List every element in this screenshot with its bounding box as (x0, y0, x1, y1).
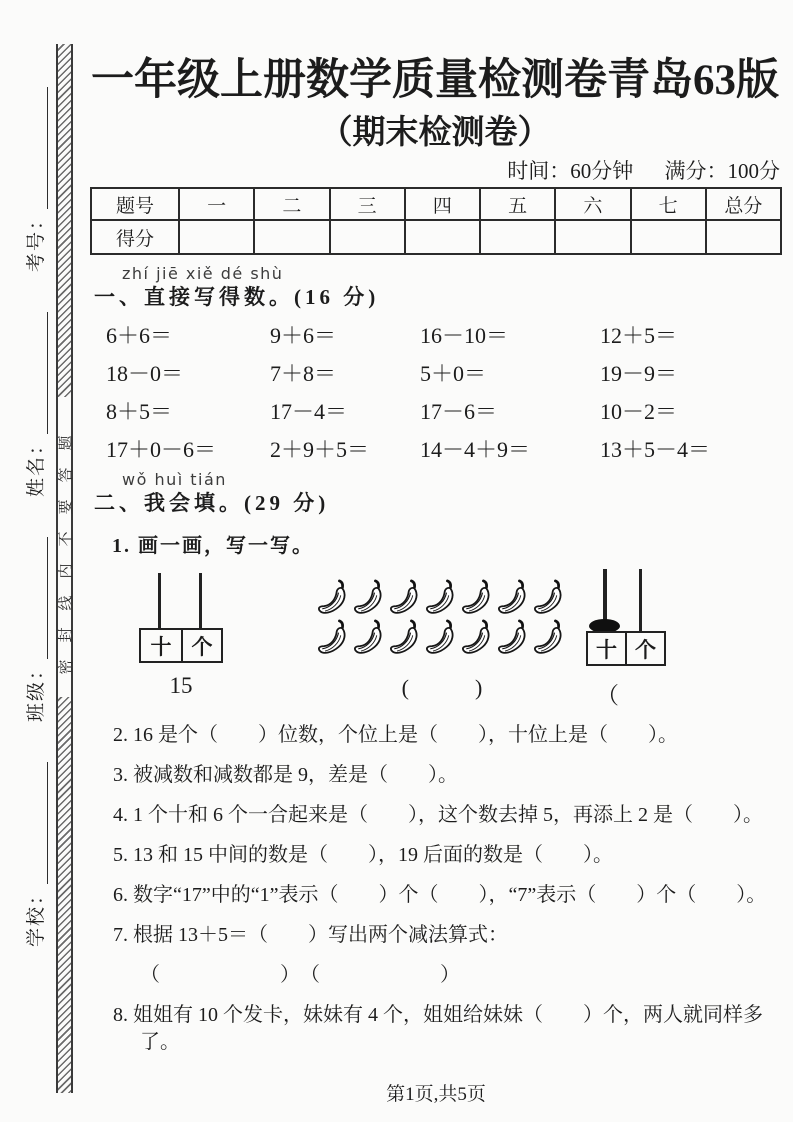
full-score: 满分：100分 (664, 159, 780, 183)
calc-problem: 18－0＝ (106, 361, 184, 386)
place-value-chart-left (139, 573, 223, 703)
tens-box: 十 (586, 631, 627, 666)
score-col-header: 五 (480, 188, 555, 220)
fill-in-questions (113, 722, 781, 1069)
chili-pepper-icon (460, 577, 496, 619)
calc-problems-grid (106, 324, 778, 461)
abacus-rod (199, 573, 202, 628)
score-col-header: 六 (555, 188, 630, 220)
calc-problem: 2＋9＋5＝ (270, 437, 370, 462)
chili-pepper-icon (352, 577, 388, 619)
time-limit: 时间：60分钟 (507, 159, 634, 183)
abacus-rod (158, 573, 161, 628)
score-col-header: 二 (254, 188, 329, 220)
calc-problem: 14－4＋9＝ (420, 437, 531, 462)
calc-problem: 7＋8＝ (270, 361, 337, 386)
exam-title: 一年级上册数学质量检测卷青岛63版 (91, 57, 779, 104)
question-8: 8. 姐姐有 10 个发卡，妹妹有 4 个，姐姐给妹妹（ ）个，两人就同样多了。 (113, 1004, 763, 1053)
school-label: 学校： (25, 883, 47, 947)
chili-pepper-icon (316, 617, 352, 659)
name-blank-line (25, 312, 48, 434)
score-cell-empty (706, 220, 781, 254)
field-school (21, 762, 48, 947)
score-cell-empty (555, 220, 630, 254)
score-col-header: 一 (179, 188, 254, 220)
calc-problem: 12＋5＝ (600, 323, 678, 348)
score-col-header: 三 (330, 188, 405, 220)
calc-problem: 17－4＝ (270, 399, 348, 424)
calc-problem: 6＋6＝ (106, 323, 173, 348)
name-label: 姓名： (25, 434, 47, 498)
exam-info-line (481, 155, 780, 185)
chili-pepper-icon (424, 577, 460, 619)
exam-number-label: 考号： (25, 209, 47, 273)
calc-problem: 13＋5－4＝ (600, 437, 711, 462)
seal-text: 密封线内不要答题 (58, 418, 75, 675)
score-cell-empty (254, 220, 329, 254)
question-2: 2. 16 是个（ ）位数，个位上是（ ），十位上是（ ）。 (113, 724, 678, 746)
calc-problem: 19－9＝ (600, 361, 678, 386)
score-table-score-row (91, 220, 781, 254)
ones-box: 个 (625, 631, 666, 666)
place-value-boxes (139, 628, 223, 663)
calc-problem: 5＋0＝ (420, 361, 487, 386)
calc-problem: 17＋0－6＝ (106, 437, 217, 462)
abacus-rod (639, 569, 642, 631)
score-cell-empty (179, 220, 254, 254)
pepper-row (316, 617, 568, 659)
class-label: 班级： (25, 659, 47, 723)
chili-pepper-icon (460, 617, 496, 659)
score-cell-empty (330, 220, 405, 254)
score-col-header: 四 (405, 188, 480, 220)
class-blank-line (25, 537, 48, 659)
section2-pinyin: wǒ huì tián (122, 470, 227, 489)
right-abacus-blank: （ (596, 683, 619, 708)
chili-pepper-icon (352, 617, 388, 659)
tens-box: 十 (139, 628, 183, 663)
section2-heading: 二、我会填。(29 分) (94, 491, 330, 515)
score-table-header-row (91, 188, 781, 220)
score-cell-empty (405, 220, 480, 254)
pepper-row (316, 577, 568, 619)
ones-box: 个 (181, 628, 223, 663)
pepper-group (316, 577, 568, 700)
calc-problem: 16－10＝ (420, 323, 509, 348)
chili-pepper-icon (424, 617, 460, 659)
score-row-label: 得分 (91, 220, 179, 254)
score-col-header: 总分 (706, 188, 781, 220)
chili-pepper-icon (388, 577, 424, 619)
pepper-count-blank: ( ) (401, 675, 483, 700)
section1-heading: 一、直接写得数。(16 分) (94, 285, 380, 309)
question-4: 4. 1 个十和 6 个一合起来是（ ），这个数去掉 5，再添上 2 是（ ）。 (113, 804, 763, 826)
chili-pepper-icon (316, 577, 352, 619)
calc-problem: 17－6＝ (420, 399, 498, 424)
section1-pinyin: zhí jiē xiě dé shù (122, 264, 284, 283)
calc-problem: 10－2＝ (600, 399, 678, 424)
question-6: 6. 数字“17”中的“1”表示（ ）个（ ），“7”表示（ ）个（ ）。 (113, 884, 767, 906)
school-blank-line (25, 762, 48, 884)
question-7-blanks: （ ） （ ） (140, 964, 460, 986)
score-table (90, 187, 782, 255)
score-col-header: 七 (631, 188, 706, 220)
chili-pepper-icon (496, 617, 532, 659)
place-value-boxes (586, 631, 666, 666)
question-5: 5. 13 和 15 中间的数是（ ），19 后面的数是（ ）。 (113, 844, 613, 866)
question-1: 1. 画一画，写一写。 (112, 535, 314, 557)
seal-line-strip (56, 44, 73, 1093)
score-cell-empty (480, 220, 555, 254)
calc-problem: 9＋6＝ (270, 323, 337, 348)
exam-subtitle: （期末检测卷） (319, 115, 551, 151)
left-abacus-value: 15 (169, 673, 193, 698)
chili-pepper-icon (388, 617, 424, 659)
field-exam-number (21, 87, 48, 272)
field-name (21, 312, 48, 497)
page-number: 第1页,共5页 (386, 1084, 486, 1105)
calc-problem: 8＋5＝ (106, 399, 173, 424)
score-col-header: 题号 (91, 188, 179, 220)
student-info-fields (17, 87, 51, 947)
chili-pepper-icon (532, 617, 568, 659)
chili-pepper-icon (532, 577, 568, 619)
question-7: 7. 根据 13＋5＝（ ）写出两个减法算式： (113, 924, 508, 946)
chili-pepper-icon (496, 577, 532, 619)
field-class (21, 537, 48, 722)
question-3: 3. 被减数和减数都是 9，差是（ ）。 (113, 764, 458, 786)
exam-number-blank-line (25, 87, 48, 209)
score-cell-empty (631, 220, 706, 254)
place-value-chart-right (586, 569, 666, 709)
